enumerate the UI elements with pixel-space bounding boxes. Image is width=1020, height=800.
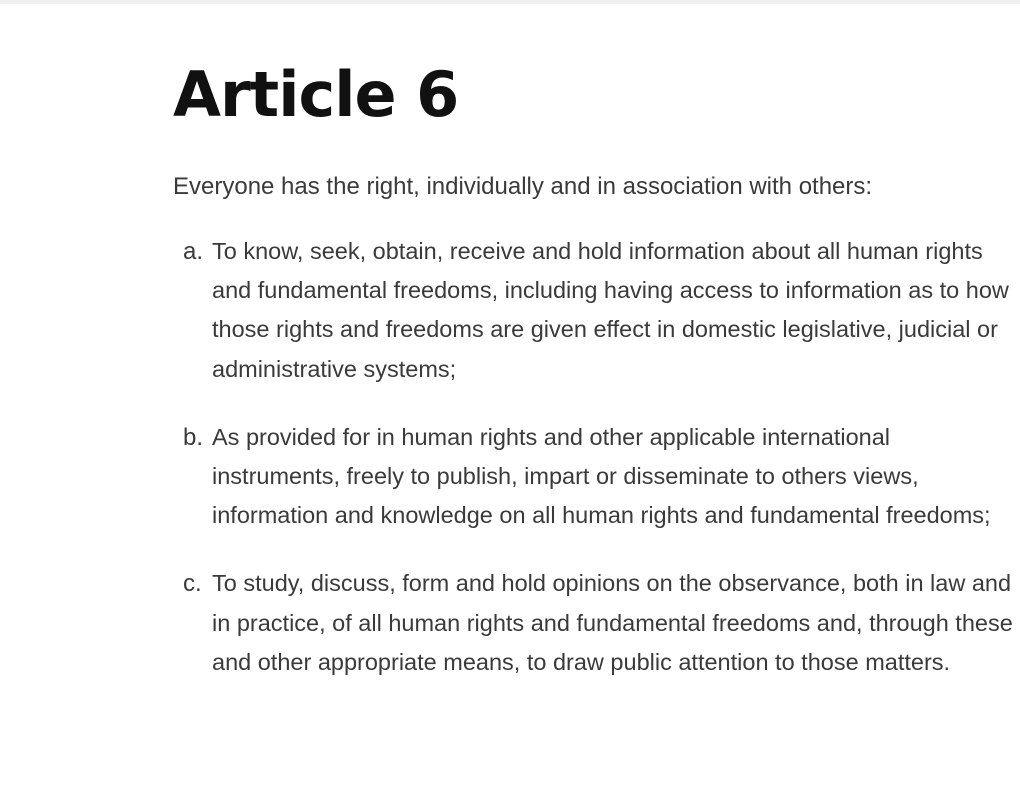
- top-border: [0, 0, 1020, 4]
- article-body: [173, 55, 1013, 711]
- clause-marker: a.: [183, 238, 204, 265]
- clause-text: To know, seek, obtain, receive and hold information about all human rights and fundamental freedoms, including having access to information as to how those rights and freedoms are given effect in domestic legislative, judicial or administrative systems;: [212, 238, 1009, 382]
- clause-list: [173, 232, 1013, 682]
- clause-marker: b.: [183, 423, 204, 451]
- article-title: Article 6: [173, 58, 459, 131]
- list-item: [173, 232, 1013, 389]
- article-intro: Everyone has the right, individually and in association with others:: [173, 173, 873, 200]
- clause-text: To study, discuss, form and hold opinions on the observance, both in law and in practice, of all human rights and fundamental freedoms and, through these and other appropriate means, to draw public attention to those matters.: [212, 570, 1013, 675]
- clause-text: As provided for in human rights and other applicable international instruments, freely to publish, impart or disseminate to others views, information and knowledge on all human rights and fundamental freedoms;: [212, 423, 991, 529]
- list-item: [173, 418, 1013, 536]
- clause-marker: c.: [183, 570, 202, 598]
- list-item: [173, 564, 1013, 682]
